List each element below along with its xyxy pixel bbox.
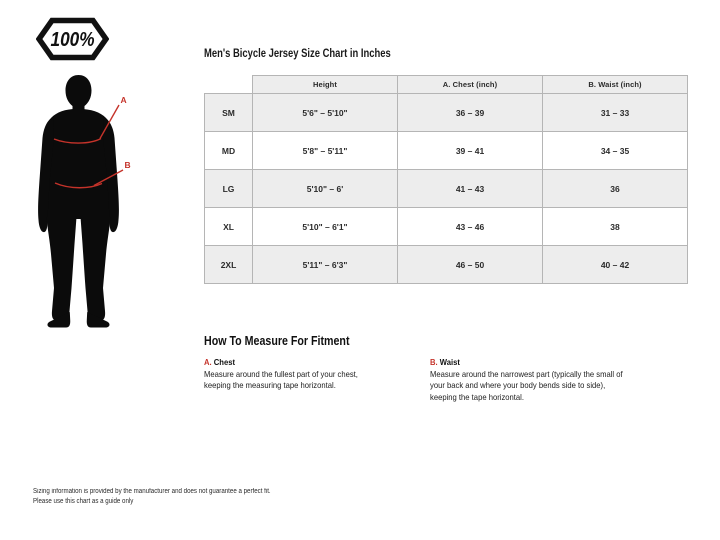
- chest-marker-text: A.: [204, 357, 212, 367]
- chest-label-text: Chest: [213, 357, 236, 367]
- table-header-height: Height: [253, 76, 398, 94]
- size-cell: XL: [205, 208, 253, 246]
- body-silhouette: [38, 75, 119, 328]
- height-cell: 5'6" – 5'10": [253, 94, 398, 132]
- waist-cell: 40 – 42: [543, 246, 688, 284]
- chest-cell: 43 – 46: [398, 208, 543, 246]
- waist-marker-label: B: [124, 160, 131, 170]
- disclaimer-line-1: Sizing information is provided by the manufacturer and does not guarantee a perfect fit.: [33, 488, 271, 495]
- height-cell: 5'11" – 6'3": [253, 246, 398, 284]
- measure-label-waist: [430, 357, 646, 367]
- measure-label-chest: [204, 357, 407, 367]
- measure-item-waist: [430, 357, 646, 403]
- height-cell: 5'10" – 6'1": [253, 208, 398, 246]
- chest-cell: 36 – 39: [398, 94, 543, 132]
- table-row-md: [205, 132, 688, 170]
- size-chart-title: Men's Bicycle Jersey Size Chart in Inches: [204, 48, 391, 60]
- figure-silhouette: [20, 72, 175, 334]
- brand-logo-badge: [36, 17, 109, 61]
- disclaimer: [33, 487, 271, 507]
- measure-item-chest: [204, 357, 407, 403]
- height-cell: 5'8" – 5'11": [253, 132, 398, 170]
- disclaimer-line-2: Please use this chart as a guide only: [33, 498, 134, 506]
- waist-marker-text: B.: [430, 357, 438, 367]
- waist-cell: 36: [543, 170, 688, 208]
- chest-cell: 39 – 41: [398, 132, 543, 170]
- measure-heading: How To Measure For Fitment: [204, 333, 350, 348]
- table-row-xl: [205, 208, 688, 246]
- table-row-2xl: [205, 246, 688, 284]
- waist-label-text: Waist: [439, 357, 460, 367]
- table-header-chest: A. Chest (inch): [398, 76, 543, 94]
- size-cell: LG: [205, 170, 253, 208]
- chest-marker-label: A: [120, 95, 127, 105]
- waist-cell: 38: [543, 208, 688, 246]
- brand-logo-text: 100%: [50, 29, 95, 51]
- height-cell: 5'10" – 6': [253, 170, 398, 208]
- chest-description: Measure around the fullest part of your chest, keeping the measuring tape horizontal.: [204, 369, 358, 391]
- size-cell: SM: [205, 94, 253, 132]
- size-cell: MD: [205, 132, 253, 170]
- waist-cell: 34 – 35: [543, 132, 688, 170]
- table-row-sm: [205, 94, 688, 132]
- size-chart-table: [204, 75, 688, 284]
- chest-cell: 41 – 43: [398, 170, 543, 208]
- waist-cell: 31 – 33: [543, 94, 688, 132]
- table-header-waist: B. Waist (inch): [543, 76, 688, 94]
- size-cell: 2XL: [205, 246, 253, 284]
- measure-section: [204, 333, 704, 403]
- table-corner-cell: [205, 76, 253, 94]
- chest-cell: 46 – 50: [398, 246, 543, 284]
- table-row-lg: [205, 170, 688, 208]
- waist-description: Measure around the narrowest part (typically the small of your back and where your body bends side to side), keeping the tape horizontal.: [430, 369, 623, 402]
- table-header-row: [205, 76, 688, 94]
